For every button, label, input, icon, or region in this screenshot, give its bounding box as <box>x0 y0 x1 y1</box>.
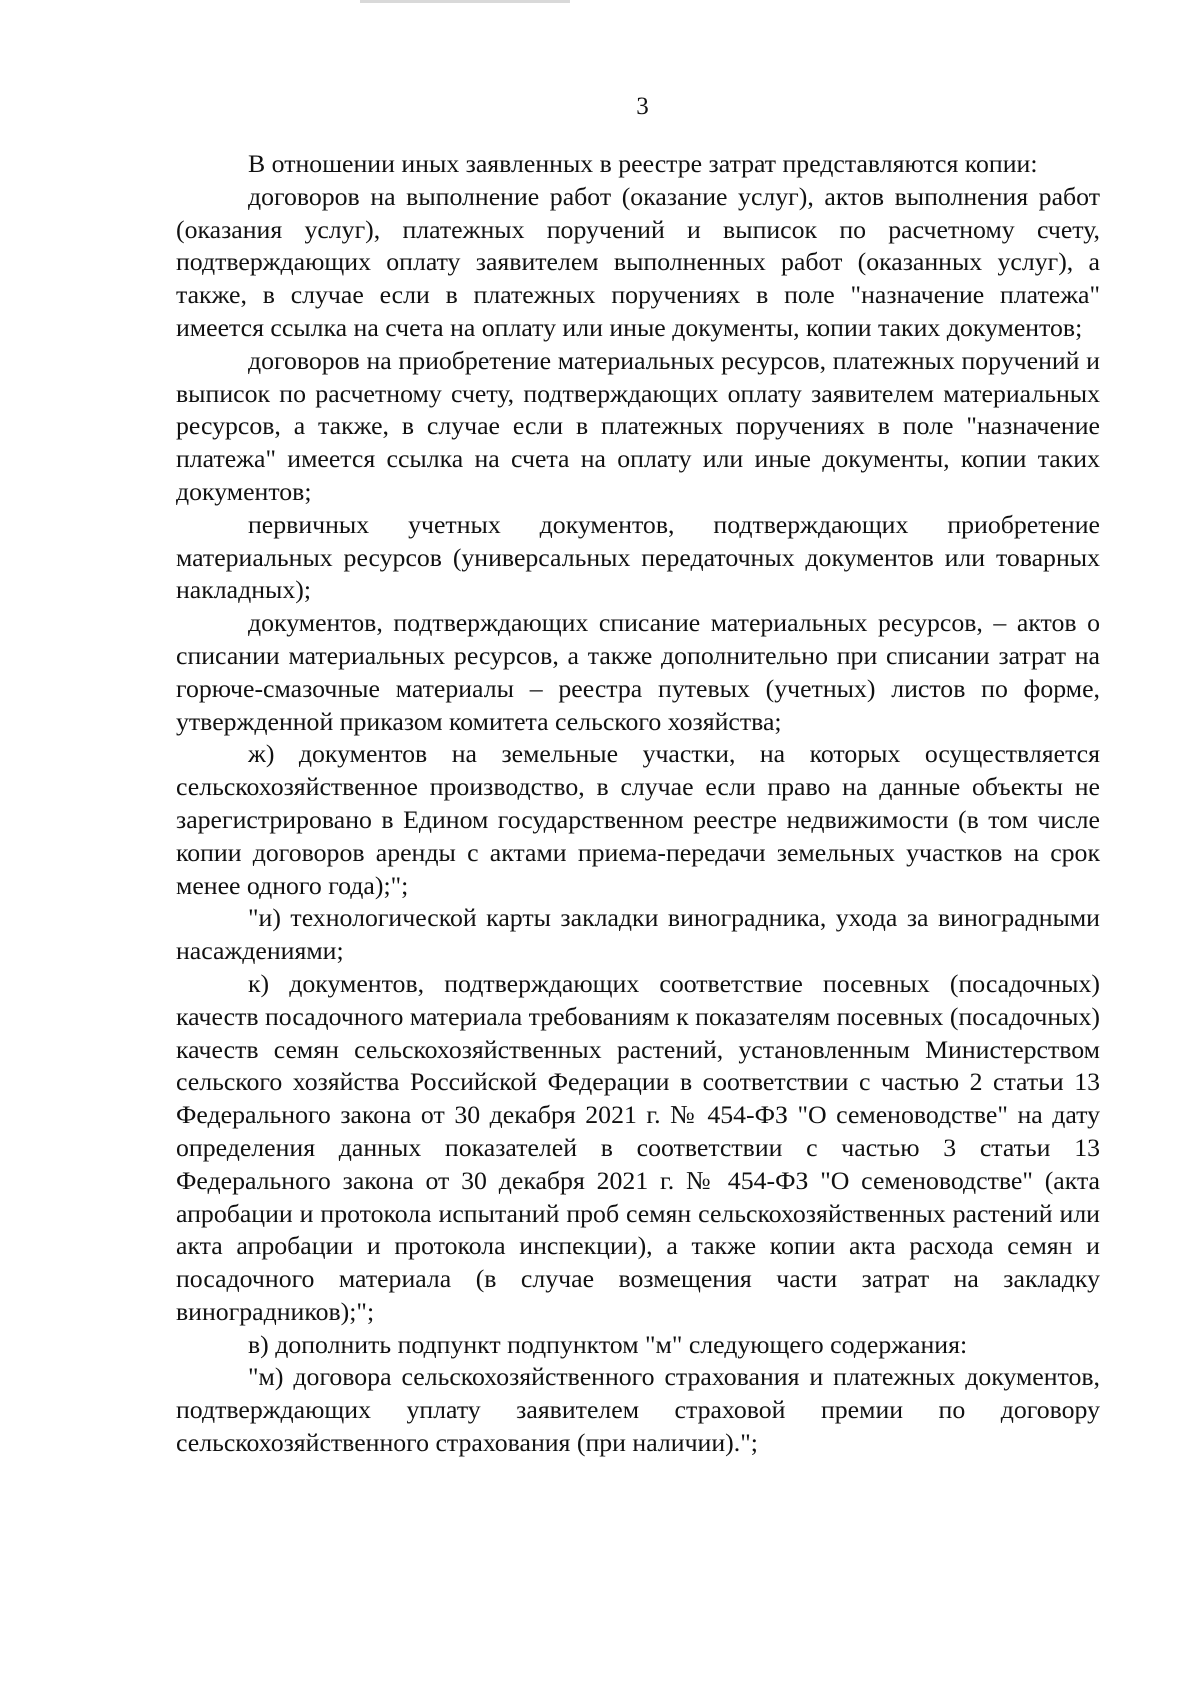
paragraph: документов, подтверждающих списание материальных ресурсов, – актов о списании материальных ресурсов, а также дополнительно при списании затрат на горюче-смазочные материалы – реестра путевых (учетных) листов по форме, утвержденной приказом комитета сельского хозяйства; <box>176 608 1100 736</box>
document-body <box>176 148 1100 1460</box>
paragraph: В отношении иных заявленных в реестре затрат представляются копии: <box>248 149 1038 178</box>
paragraph: договоров на выполнение работ (оказание услуг), актов выполнения работ (оказания услуг), платежных поручений и выписок по расчетному счету, подтверждающих оплату заявителем выполненных работ (оказанных услуг), а также, в случае если в платежных поручениях в поле "назначение платежа" имеется ссылка на счета на оплату или иные документы, копии таких документов; <box>176 181 1100 342</box>
paragraph: к) документов, подтверждающих соответствие посевных (посадочных) качеств посадочного материала требованиям к показателям посевных (посадочных) качеств семян сельскохозяйственных растений, установленным Министерством сельского хозяйства Российской Федерации в соответствии с частью 2 статьи 13 Федерального закона от 30 декабря 2021 г. № 454-ФЗ "О семеноводстве" на дату определения данных показателей в соответствии с частью 3 статьи 13 Федерального закона от 30 декабря 2021 г. № 454-ФЗ "О семеноводстве" (акта апробации и протокола испытаний проб семян сельскохозяйственных растений или акта апробации и протокола инспекции), а также копии акта расхода семян и посадочного материала (в случае возмещения части затрат на закладку виноградников);"; <box>176 968 1100 1326</box>
paragraph: ж) документов на земельные участки, на которых осуществляется сельскохозяйственное производство, в случае если право на данные объекты не зарегистрировано в Едином государственном реестре недвижимости (в том числе копии договоров аренды с актами приема-передачи земельных участков на срок менее одного года);"; <box>176 739 1100 900</box>
paragraph: "м) договора сельскохозяйственного страхования и платежных документов, подтверждающих уплату заявителем страховой премии по договору сельскохозяйственного страхования (при наличии)."; <box>176 1362 1100 1458</box>
paragraph: в) дополнить подпункт подпунктом "м" следующего содержания: <box>248 1329 968 1359</box>
paragraph: договоров на приобретение материальных ресурсов, платежных поручений и выписок по расчетному счету, подтверждающих оплату заявителем материальных ресурсов, а также, в случае если в платежных поручениях в поле "назначение платежа" имеется ссылка на счета на оплату или иные документы, копии таких документов; <box>176 345 1100 506</box>
paragraph: первичных учетных документов, подтверждающих приобретение материальных ресурсов (универсальных передаточных документов или товарных накладных); <box>176 509 1100 605</box>
paragraph: "и) технологической карты закладки виноградника, ухода за виноградными насаждениями; <box>176 903 1100 966</box>
page-number: 3 <box>636 93 649 120</box>
scan-edge-mark <box>360 0 570 3</box>
